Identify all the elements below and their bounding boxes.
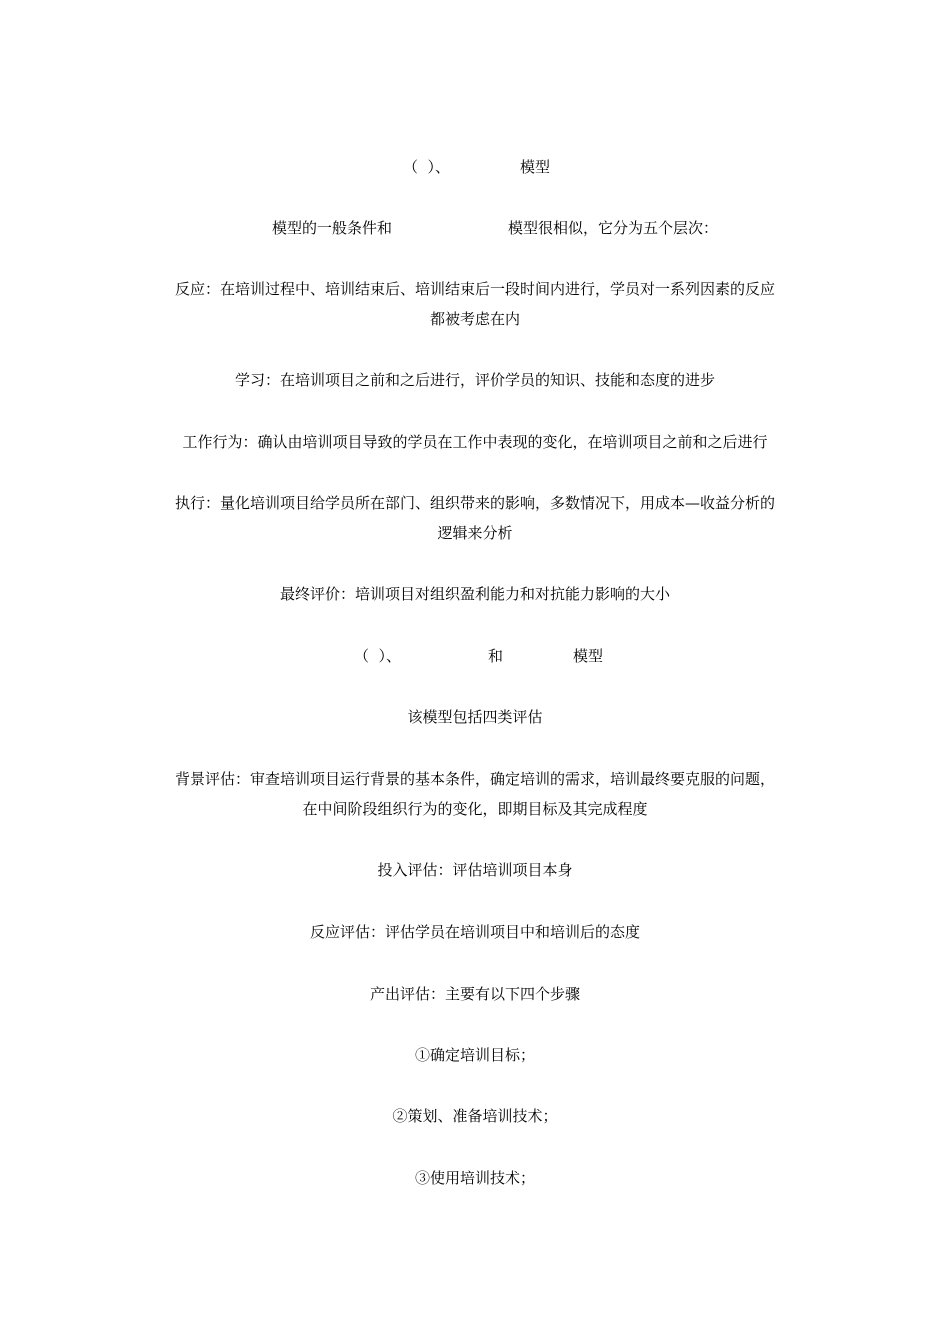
heading1-enum: （ ）、	[403, 158, 451, 176]
step-3: ③使用培训技术；	[414, 1169, 535, 1187]
intro-left-text: 模型的一般条件和	[272, 219, 393, 237]
heading2-mid: 和	[488, 647, 504, 665]
evaluation-output: 产出评估：主要有以下四个步骤	[369, 985, 580, 1003]
step-1: ①确定培训目标；	[414, 1046, 535, 1064]
level-reaction-line1: 反应：在培训过程中、培训结束后、培训结束后一段时间内进行，学员对一系列因素的反应	[174, 280, 775, 298]
level-final: 最终评价：培训项目对组织盈利能力和对抗能力影响的大小	[279, 585, 670, 603]
evaluation-context-line1: 背景评估：审查培训项目运行背景的基本条件，确定培训的需求，培训最终要克服的问题，	[174, 770, 775, 788]
step-2: ②策划、准备培训技术；	[392, 1107, 558, 1125]
level-behavior: 工作行为：确认由培训项目导致的学员在工作中表现的变化，在培训项目之前和之后进行	[182, 433, 768, 451]
heading2-title: 模型	[573, 647, 604, 665]
evaluation-reaction: 反应评估：评估学员在培训项目中和培训后的态度	[309, 923, 640, 941]
evaluation-input: 投入评估：评估培训项目本身	[377, 861, 573, 879]
evaluation-context-line2: 在中间阶段组织行为的变化，即期目标及其完成程度	[302, 800, 648, 818]
level-reaction-line2: 都被考虑在内	[429, 310, 520, 328]
level-execution-line1: 执行：量化培训项目给学员所在部门、组织带来的影响，多数情况下，用成本—收益分析的	[174, 494, 775, 512]
heading2-enum: （ ）、	[354, 647, 402, 665]
intro-right-text: 模型很相似，它分为五个层次：	[508, 219, 719, 237]
heading1-title: 模型	[520, 158, 551, 176]
level-execution-line2: 逻辑来分析	[437, 524, 513, 542]
intro2-text: 该模型包括四类评估	[407, 708, 543, 726]
level-learning: 学习：在培训项目之前和之后进行，评价学员的知识、技能和态度的进步	[234, 371, 715, 389]
